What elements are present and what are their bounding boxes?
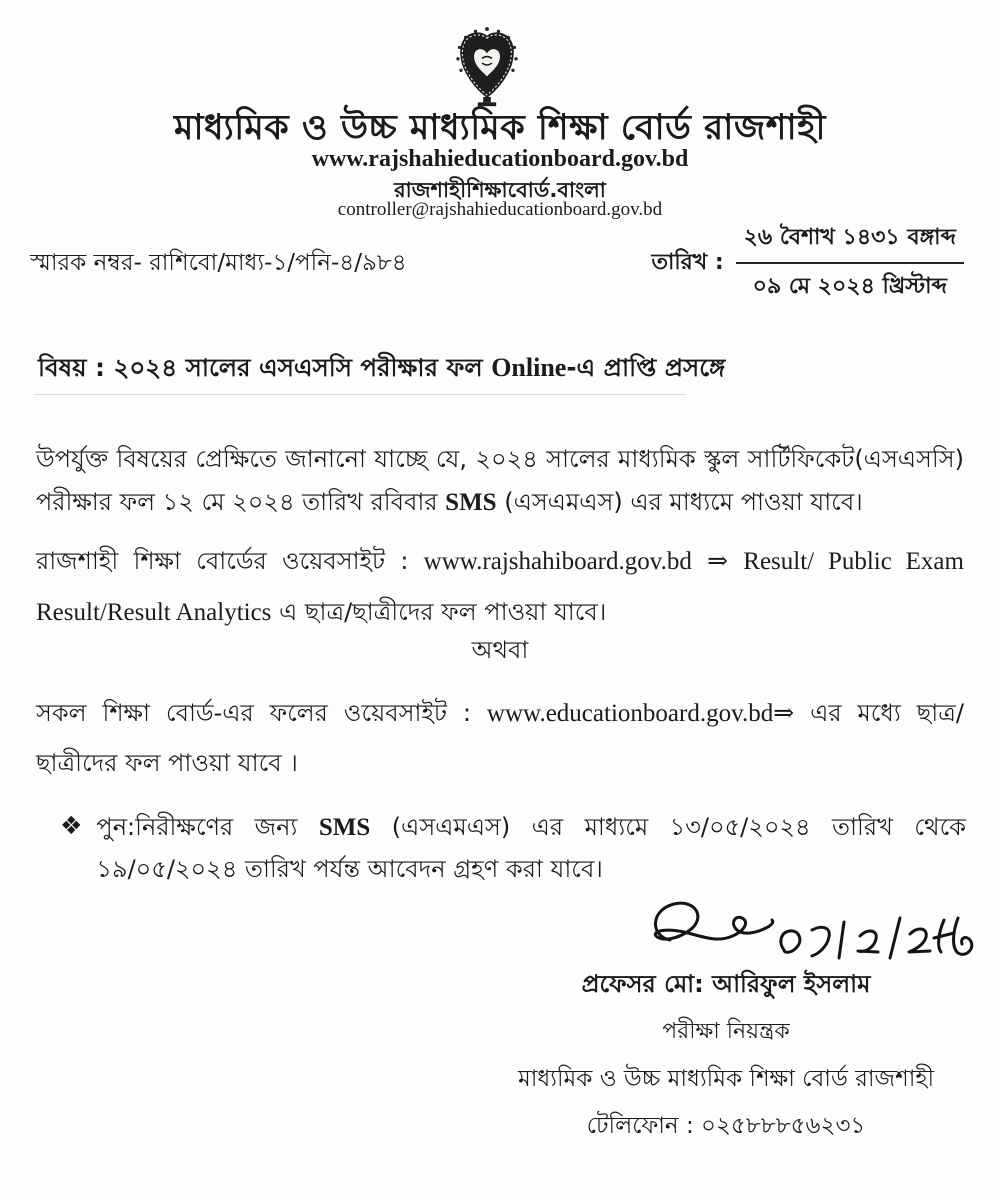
para2-text-a: রাজশাহী শিক্ষা বোর্ডের ওয়েবসাইট : — [36, 547, 424, 575]
result-menu-path: Result/ Public Exam Result/Result Analytics — [36, 548, 964, 627]
subject-line — [38, 350, 725, 390]
note-text-a: পুন:নিরীক্ষণের জন্য — [96, 813, 319, 841]
signatory-phone: টেলিফোন : ০২৫৮৮৮৫৬২৩১ — [586, 1113, 866, 1139]
diamond-bullet-icon: ❖ — [60, 811, 83, 840]
memo-number: স্মারক নম্বর- রাশিবো/মাধ্য-১/পনি-৪/৯৮৪ — [30, 250, 407, 276]
handwritten-signature — [632, 892, 982, 972]
signatory-block — [488, 966, 964, 1146]
note-sms-word: SMS — [318, 814, 371, 841]
rescrutiny-note-text — [96, 806, 966, 890]
subject-prefix: বিষয় : ২০২৪ সালের এসএসসি পরীক্ষার ফল — [38, 353, 492, 382]
or-separator: অথবা — [471, 636, 529, 664]
para3-text-a: সকল শিক্ষা বোর্ড-এর ফলের ওয়েবসাইট : — [36, 699, 487, 727]
right-arrow-icon-2: ⇒ — [773, 700, 795, 727]
date-block — [651, 220, 964, 306]
para1-text-b: (এসএমএস) এর মাধ্যমে পাওয়া যাবে। — [496, 487, 863, 516]
date-bangla-calendar: ২৬ বৈশাখ ১৪৩১ বঙ্গাব্দ — [736, 220, 964, 264]
paragraph-result-announcement — [36, 438, 964, 525]
note-text-b: (এসএমএস) এর মাধ্যমে ১৩/০৫/২০২৪ তারিখ থেকে ১৯/০৫/২০২৪ তারিখ পর্যন্ত আবেদন গ্রহণ করা যাবে। — [96, 813, 966, 883]
date-gregorian-calendar: ০৯ মে ২০২৪ খ্রিস্টাব্দ — [752, 274, 947, 299]
board-website-bangla: রাজশাহীশিক্ষাবোর্ড.বাংলা — [394, 178, 606, 202]
rescrutiny-note — [60, 806, 966, 890]
subject-underline — [34, 394, 686, 395]
subject-suffix: -এ প্রাপ্তি প্রসঙ্গে — [566, 353, 726, 382]
board-emblem-logo — [447, 26, 527, 110]
subject-online-word: Online — [491, 353, 567, 382]
board-name-heading: মাধ্যমিক ও উচ্চ মাধ্যমিক শিক্ষা বোর্ড রাজশাহী — [173, 108, 827, 148]
para1-text-a: উপর্যুক্ত বিষয়ের প্রেক্ষিতে জানানো যাচ্ছে যে, ২০২৪ সালের মাধ্যমিক স্কুল সার্টিফিকেট(এসএসসি) পরীক্ষার ফল ১২ মে ২০২৪ তারিখ রবিবার — [36, 445, 964, 516]
para3-text-b: এর মধ্যে ছাত্র/ছাত্রীদের ফল পাওয়া যাবে । — [36, 699, 964, 778]
right-arrow-icon: ⇒ — [707, 548, 729, 575]
paragraph-board-website — [36, 536, 964, 639]
signatory-organization: মাধ্যমিক ও উচ্চ মাধ্যমিক শিক্ষা বোর্ড রাজশাহী — [517, 1066, 935, 1092]
signatory-title: পরীক্ষা নিয়ন্ত্রক — [662, 1019, 790, 1044]
board-email: controller@rajshahieducationboard.gov.bd — [337, 199, 663, 220]
date-label: তারিখ : — [651, 249, 724, 275]
para2-text-b: এ ছাত্র/ছাত্রীদের ফল পাওয়া যাবে। — [271, 598, 607, 627]
education-board-url: www.educationboard.gov.bd — [486, 700, 774, 727]
para1-sms-word: SMS — [445, 488, 497, 516]
date-values — [736, 220, 964, 306]
signatory-name: প্রফেসর মো: আরিফুল ইসলাম — [581, 970, 871, 998]
rajshahi-board-url: www.rajshahiboard.gov.bd — [423, 548, 692, 575]
paragraph-all-boards-website — [36, 688, 964, 788]
board-website-url: www.rajshahieducationboard.gov.bd — [311, 146, 689, 172]
